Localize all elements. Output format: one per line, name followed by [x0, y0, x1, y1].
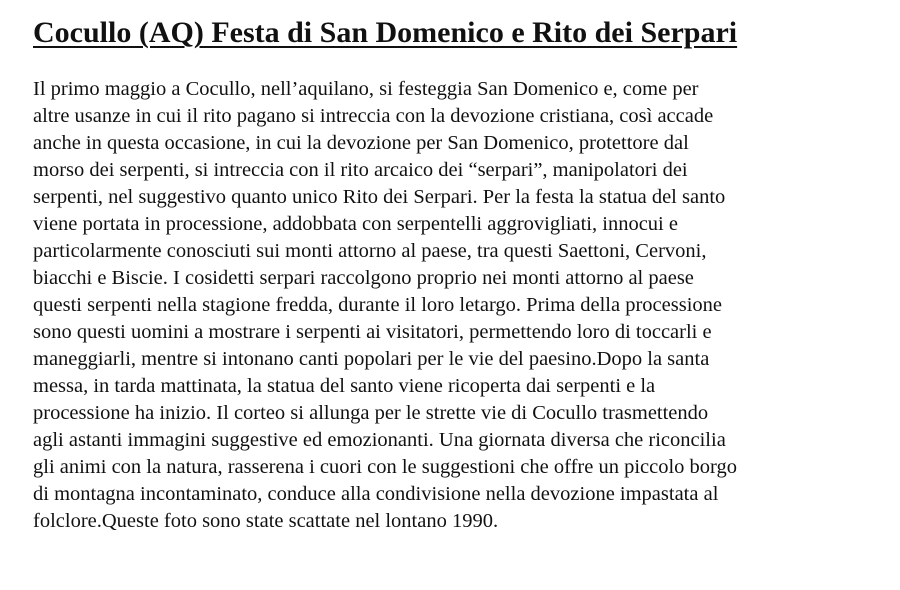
body-line: gli animi con la natura, rasserena i cuori con le suggestioni che offre un piccolo borgo — [33, 456, 737, 478]
body-line: morso dei serpenti, si intreccia con il rito arcaico dei “serpari”, manipolatori dei — [33, 159, 688, 181]
body-line: anche in questa occasione, in cui la devozione per San Domenico, protettore dal — [33, 132, 689, 154]
article-body — [33, 76, 853, 535]
body-line: altre usanze in cui il rito pagano si intreccia con la devozione cristiana, così accade — [33, 105, 714, 127]
body-line: messa, in tarda mattinata, la statua del santo viene ricoperta dai serpenti e la — [33, 375, 656, 397]
body-line: biacchi e Biscie. I cosidetti serpari raccolgono proprio nei monti attorno al paese — [33, 267, 694, 289]
body-line: particolarmente conosciuti sui monti attorno al paese, tra questi Saettoni, Cervoni, — [33, 240, 707, 262]
body-line: processione ha inizio. Il corteo si allunga per le strette vie di Cocullo trasmettendo — [33, 402, 709, 424]
article — [33, 14, 853, 535]
body-line: sono questi uomini a mostrare i serpenti ai visitatori, permettendo loro di toccarli e — [33, 321, 712, 343]
body-line: di montagna incontaminato, conduce alla condivisione nella devozione impastata al — [33, 483, 719, 505]
body-line: viene portata in processione, addobbata con serpentelli aggrovigliati, innocui e — [33, 213, 678, 235]
body-line: Il primo maggio a Cocullo, nell’aquilano, si festeggia San Domenico e, come per — [33, 78, 699, 100]
body-line: maneggiarli, mentre si intonano canti popolari per le vie del paesino.Dopo la santa — [33, 348, 710, 370]
body-line: agli astanti immagini suggestive ed emozionanti. Una giornata diversa che riconcilia — [33, 429, 726, 451]
body-line: questi serpenti nella stagione fredda, durante il loro letargo. Prima della processione — [33, 294, 723, 316]
body-line: serpenti, nel suggestivo quanto unico Rito dei Serpari. Per la festa la statua del santo — [33, 186, 726, 208]
body-line: folclore.Queste foto sono state scattate nel lontano 1990. — [33, 510, 499, 532]
article-title: Cocullo (AQ) Festa di San Domenico e Rito dei Serpari — [33, 16, 738, 49]
